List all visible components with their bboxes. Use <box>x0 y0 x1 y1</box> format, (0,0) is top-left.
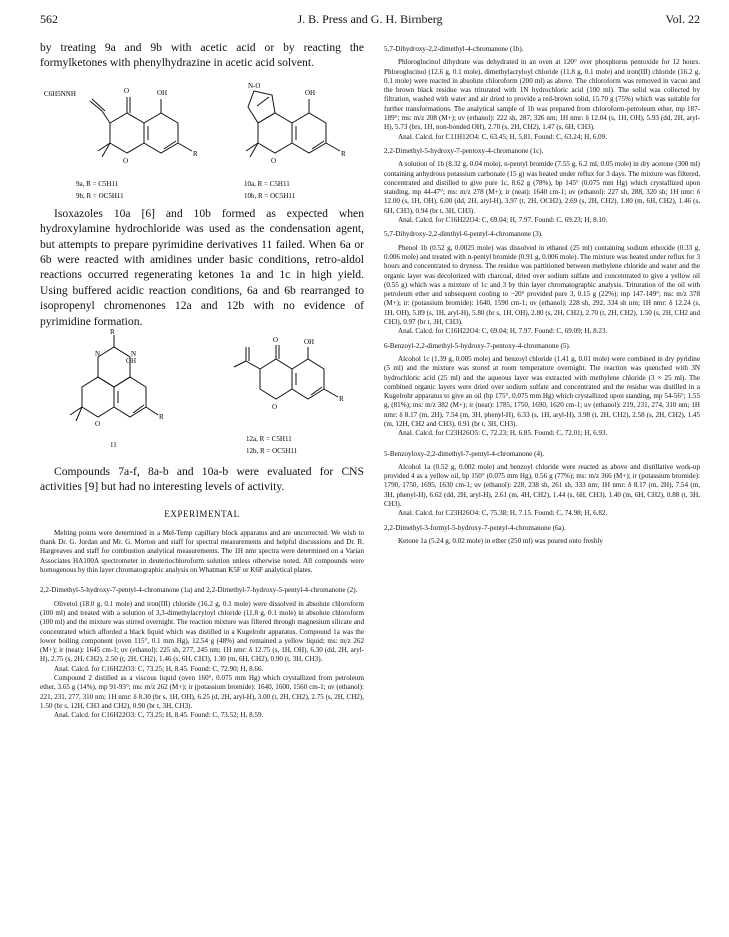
volume-label: Vol. 22 <box>665 12 700 26</box>
fig2-caption-11: 11 <box>110 441 117 450</box>
fig1-label-r-9: R <box>193 149 198 158</box>
fig2-label-oh-11: OH <box>126 357 137 366</box>
exp-analysis-1b: Anal. Calcd. for C11H12O4: C, 63.45; H, 5.81. Found: C, 63.24; H, 6.09. <box>398 132 607 141</box>
exp-analysis-1c: Anal. Calcd. for C16H22O4: C, 69.04; H, 7.97. Found: C, 69.23; H, 8.10. <box>398 216 608 225</box>
fig2-label-ring-o-11: O <box>95 420 101 429</box>
exp-heading-3: 5,7-Dihydroxy-2,2-dimthyl-6-pentyl-4-chromanone (3). <box>384 230 543 239</box>
figure-compounds-9-10 <box>40 71 364 206</box>
section-heading-experimental: EXPERIMENTAL <box>164 508 240 519</box>
fig2-label-r-11: R <box>159 413 164 422</box>
fig2-label-carbonyl-o: O <box>273 336 279 345</box>
fig1-label-ring-o-9: O <box>123 156 129 165</box>
fig1-label-isoxazole: N-O <box>248 81 261 90</box>
fig2-label-oh-12: OH <box>304 338 315 347</box>
fig1-caption-10b: 10b, R = OC5H11 <box>244 191 296 200</box>
paragraph-cns: Compounds 7a-f, 8a-b and 10a-b were evaluated for CNS activities [9] but had no interesting levels of activity. <box>40 465 364 494</box>
exp-procedure-4: Alcohol 1a (0.52 g, 0.002 mole) and benzoyl chloride were reacted as above and distillative work-up provided 4 as a yellow oil, bp 150° (0.075 mm Hg), 0.56 g (77%); ms: m/z 366 (M+); ir (potassium bromide): 1790, 1750, 1695, 1630 cm-1; uv (ethanol): 228, 238 sh, 261 sh, 333 nm; 1H nmr: δ 8.17 (m, 2H), 7.54 (m, 3H, phenyl-H), 6.62 (dd, 2H, aryl-H), 2.61 (m, 4H, CH2), 1.44 (s, 6H, CH3), 1.40 (m, 6H, CH2), 0.88 (t, 3H, CH3). <box>384 462 700 509</box>
exp-procedure-1c: A solution of 1b (8.32 g, 0.04 mole), n-pentyl bromide (7.55 g, 6.2 ml, 0.05 mole) in dry acetone (300 ml) containing anhydrous potassium carbonate (15 g) was heated under reflux for 3 days. The mixture was filtered, concentrated and distilled to give pure 1c, 8.62 g (78%), bp 145° (0.075 mm Hg) which crystallized upon standing, mp 44-47°; ms: m/z 278 (M+); ir (neat): 1640 cm-1; uv (ethanol): 227 sh, 288, 320 sh; 1H nmr: δ 12.00 (s, 1H, OH), 6.00 (dd, 2H, aryl-H), 3.97 (t, 2H, OCH2), 2.69 (s, 2H, CH2), 1.80 (m, 6H, CH2), 1.46 (s, 6H, CH3), 0.94 (br t, 3H, CH3). <box>384 160 700 215</box>
fig1-label-phenylhydrazone: C6H5NNH <box>44 89 76 98</box>
fig1-caption-9a: 9a, R = C5H11 <box>76 179 119 188</box>
fig1-label-oh-9: OH <box>157 88 168 97</box>
fig1-label-oh-10: OH <box>305 88 316 97</box>
fig1-label-ring-o-10: O <box>271 156 277 165</box>
exp-analysis-1a: Anal. Calcd. for C16H22O3: C, 73.25; H, 8.45. Found: C, 72.90; H, 8.66. <box>54 664 264 673</box>
exp-procedure-1b: Phloroglucinol dihydrate was dehydrated in an oven at 120° over phosphorus pentoxide for 12 hours. Phloroglucinol (12.6 g, 0.1 mole), dimethylacryloyl chloride (11.8 g, 0.1 mole) and iron(III) chloride (16.2 g, 0.1 mole) were reacted in absolute chloroform (200 ml) as above. The chloroform was removed in vacuo and the brown black residue was triturated with 1N hydrochloric acid (100 ml). The solid was collected by filtration, washed with water and air dried to provide a red-brown solid, 15.70 g (75%) which was suitable for further transformations. The analytical sample of 1b was prepared from chloroform-petroleum ether, mp 187-189°; ms: m/z 208 (M+); uv (ethanol): 222 sh, 287, 326 nm; 1H nmr: δ 12.04 (s, 1H, OH), 5.93 (dd, 2H, aryl-H), 5.73 (brs, 1H, non-bonded OH), 2.70 (s, 2H, CH2), 1.47 (s, 6H, CH3). <box>384 58 700 132</box>
fig2-label-r-top: R <box>110 329 115 337</box>
fig2-label-n2: N <box>131 350 137 359</box>
exp-procedure-2: Compound 2 distilled as a viscous liquid (oven 160°, 0.075 mm Hg) which crystallized from petroleum ether, 3.65 g (14%), mp 91-93°; ms: m/z 262 (M+); ir (potassium bromide): 1640, 1600, 1560 cm-1; uv (ethanol): 221, 231, 277, 310 nm; 1H nmr: δ 8.30 (br s, 1H, OH), 6.25 (d, 2H, aryl-H), 3.00 (t, 2H, CH2), 2.75 (s, 2H, CH2), 1.50 (br s, 12H, CH3 and CH2), 0.90 (br t, 3H, CH3). <box>40 674 364 710</box>
fig1-label-carbonyl-o: O <box>124 86 130 95</box>
exp-procedure-1a: Olivetol (18.0 g, 0.1 mole) and iron(III) chloride (16.2 g, 0.1 mole) were dissolved in absolute chloroform (100 ml) and treated with a solution of 3,3-dimethylacryloyl chloride (11.8 g, 0.1 mole) in absolute chloroform (100 ml) and the mixture was stirred overnight. The reaction mixture was filtered through magnesium silicate and concentrated which afforded a black liquid which was distilled in a Kugelrohr apparatus. Compound 1a was the lower boiling component (oven 115°, 0.1 mm Hg), 12.54 g (48%) and remained a yellow liquid; ms: m/z 262 (M+); ir (neat): 1645 cm-1; uv (ethanol): 225 sh, 277, 245 nm; 1H nmr: δ 12.75 (s, 1H, OH), 6.30 (dd, 2H, aryl-H), 2.75 (s, 2H, CH2), 2.50 (t, 2H, CH2), 1.46 (s, 6H, CH3), 1.30 (m, 6H, CH2), 0.90 (t, 3H, CH3). <box>40 599 364 664</box>
exp-procedure-3: Phenol 1b (0.52 g, 0.0025 mole) was dissolved in ethanol (25 ml) containing sodium ethoxide (0.33 g, 0.006 mole) and treated with n-pentyl bromide (0.91 g, 0.006 mole). The mixture was heated under reflux for 3 hours and concentrated to dryness. The residue was partitioned between methylene chloride and water and the organic layer was decolorized with charcoal, dried over sodium sulfate and concentrated to give a yellow oil (0.55 g) which was a mixture of 1c and 3 by thin layer chromatographic analysis. Trituration of the oil with petroleum ether and subsequent cooling to −20° provided pure 3, 0.15 g (22%); mp 147-149°; ms: m/z 378 (M+); ir: (potassium bromide): 1640, 1590 cm-1; uv (ethanol): 228 sh, 292, 334 sh nm; 1H nmr: δ 12.24 (s, 1H, OH), 5.89 (s, 1H, aryl-H), 5.80 (br s, 1H, OH), 2.80 (s, 2H, CH2), 2.70 (t, 2H, CH2), 1.50 (s, 2H, CH2 and CH3), 0.97 (br t, 3H, CH3). <box>384 243 700 327</box>
figure-compounds-11-12 <box>40 329 364 464</box>
fig1-label-r-10: R <box>341 149 346 158</box>
fig2-caption-12a: 12a, R = C5H11 <box>246 435 292 444</box>
fig2-label-n1: N <box>95 350 101 359</box>
fig2-caption-12b: 12b, R = OC5H11 <box>246 447 298 456</box>
exp-heading-1b: 5,7-Dihydroxy-2,2-dimethyl-4-chromanone (1b). <box>384 45 524 53</box>
right-column <box>384 40 700 925</box>
paragraph-isoxazoles: Isoxazoles 10a [6] and 10b formed as expected when hydroxylamine hydrochloride was used as the condensation agent, but attempts to prepare pyrimidine derivatives 11 failed. When 6a or 6b were reacted with amidines under basic conditions, retro-aldol reactions occurred regenerating ketones 1a and 1c in high yield. Using buffered acidic reaction conditions, 6a and 6b rearranged to isopropenyl chromenones 12a and 12b with no evidence of pyrimidine formation. <box>40 206 364 328</box>
fig2-label-ring-o-12: O <box>272 403 278 412</box>
exp-heading-4: 5-Benzoyloxy-2,2-dimethyl-7-pentyl-4-chromanone (4). <box>384 449 545 458</box>
exp-heading-1a-2: 2,2-Dimethyl-5-hydroxy-7-pentyl-4-chromanone (1a) and 2,2-Dimethyl-7-hydroxy-5-pentyl-4-chromanone (2). <box>40 586 358 595</box>
page-number: 562 <box>40 12 58 26</box>
intro-paragraph: by treating 9a and 9b with acetic acid or by reacting the formylketones with phenylhydrazine in acetic acid solvent. <box>40 41 364 70</box>
fig2-label-r-12: R <box>339 395 344 404</box>
left-column <box>40 40 364 925</box>
exp-analysis-3: Anal. Calcd. for C16H22O4: C, 69.04; H, 7.97. Found: C, 69.09; H, 8.23. <box>398 327 608 336</box>
exp-analysis-2: Anal. Calcd. for C16H22O3: C, 73.25; H, 8.45. Found: C, 73.52; H, 8.59. <box>54 711 264 720</box>
exp-procedure-5: Alcohol 1c (1.39 g, 0.005 mole) and benzoyl chloride (1.41 g, 0.01 mole) were combined in dry pyridine (5 ml) and the mixture was stored at room temperature overnight. The reaction was quenched with 3N hydrochloric acid (25 ml) and the aqueous layer was extracted with methylene chloride (3 × 25 ml). The combined organic layers were dried over sodium sulfate and concentrated and the residue was distilled in a Kugelrohr apparatus to give an oil (bp 175°, 0.075 mm Hg) which crystallized upon standing, mp 54-56°; 1.55 g, (81%); ms: m/z 382 (M+); ir (neat): 1785, 1750, 1690, 1620 cm-1; uv (ethanol): 219, 231, 274, 310 nm; 1H nmr: δ 8.17 (m, 2H), 7.54 (m, 3H, phenyl-H), 6.33 (s, 1H, aryl-H), 3.98 (t, 2H, CH2), 2.58 (s, 2H, CH2), 1.45 (m, 12H, CH2 and CH3), 0.91 (br t, 3H, CH3). <box>384 354 700 428</box>
exp-heading-1c: 2,2-Dimethyl-5-hydroxy-7-pentoxy-4-chromanone (1c). <box>384 146 544 155</box>
exp-procedure-6a: Ketone 1a (5.24 g, 0.02 mole) in ether (250 ml) was poured onto freshly <box>398 536 603 545</box>
exp-heading-5: 6-Benzoyl-2,2-dimethyl-5-hydroxy-7-pentoxy-4-chromanone (5). <box>384 341 571 350</box>
fig1-caption-9b: 9b, R = OC5H11 <box>76 191 124 200</box>
running-authors: J. B. Press and G. H. Birnberg <box>297 12 443 26</box>
fig1-caption-10a: 10a, R = C5H11 <box>244 179 290 188</box>
exp-analysis-4: Anal. Calcd. for C23H26O4: C, 75.38; H, 7.15. Found: C, 74.98; H, 6.82. <box>398 509 608 518</box>
exp-general: Melting points were determined in a Mel-Temp capillary block apparatus and are uncorrected. We wish to thank Dr. G. Jordan and Mr. G. Morton and staff for spectral measurements and helpful discussions and Dr. R. Hargreaves and staff for combustion analytical measurements. The 1H nmr spectra were determined on a Varian Associates HA100A spectrometer in deuteriochloroform solution unless otherwise noted. All compounds were homogenous by thin layer chromatographic analysis on Whatman K5F or K6F analytical plates. <box>40 528 364 575</box>
exp-heading-6a: 2,2-Dimethyl-3-formyl-5-hydroxy-7-pentyl-4-chromanone (6a). <box>384 523 566 532</box>
running-header <box>40 12 700 30</box>
exp-analysis-5: Anal. Calcd. for C23H26O5: C, 72.23; H, 6.85. Found: C, 72.01; H, 6.93. <box>398 429 608 438</box>
